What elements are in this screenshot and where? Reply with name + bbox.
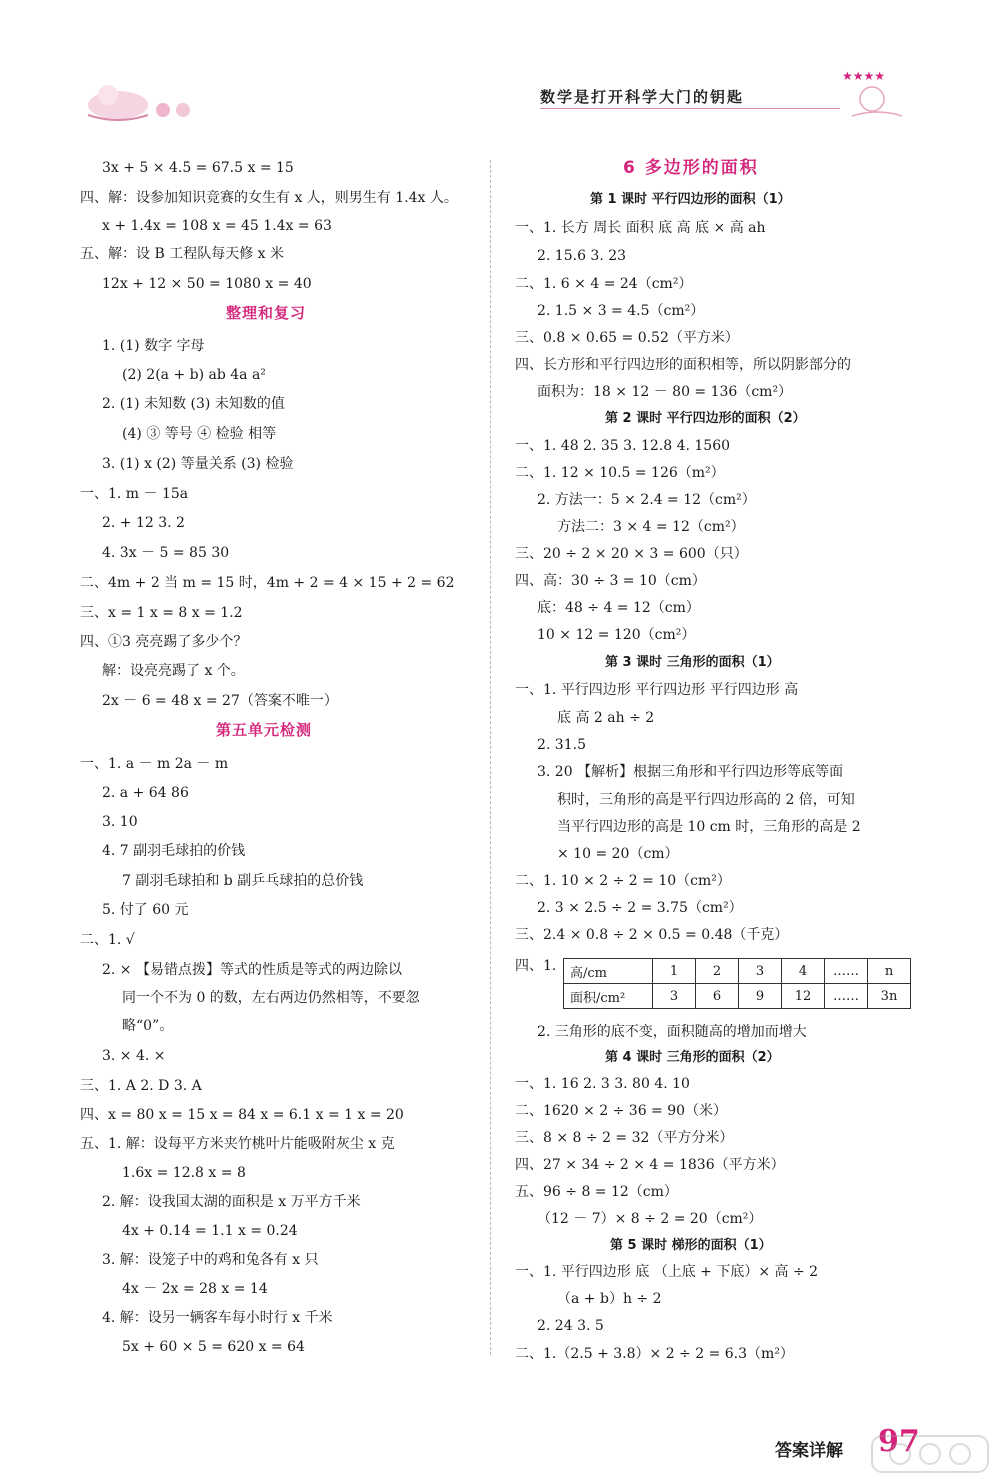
- text-line: 一、1. m － 15a: [80, 486, 189, 502]
- text-line: 2. 方法一：5 × 2.4 = 12（cm²）: [537, 492, 756, 508]
- text-line: 四、27 × 34 ÷ 2 × 4 = 1836（平方米）: [515, 1157, 785, 1173]
- chapter-title: 6 多边形的面积: [623, 158, 759, 178]
- text-line: 1. (1) 数字 字母: [102, 338, 205, 354]
- section-heading: 整理和复习: [226, 304, 307, 322]
- text-line: 一、1. a － m 2a － m: [80, 756, 229, 772]
- table-row: [564, 959, 911, 984]
- text-line: 三、8 × 8 ÷ 2 = 32（平方分米）: [515, 1130, 734, 1146]
- text-line: 4x + 0.14 = 1.1 x = 0.24: [122, 1223, 298, 1239]
- table-cell: n: [868, 959, 911, 984]
- text-line: 10 × 12 = 120（cm²）: [537, 627, 696, 643]
- text-line: 2. × 【易错点拨】等式的性质是等式的两边除以: [102, 962, 402, 978]
- table-cell: 面积/cm²: [564, 984, 653, 1009]
- table-cell: 3: [739, 959, 782, 984]
- text-line: 二、1. 12 × 10.5 = 126（m²）: [515, 465, 725, 481]
- text-line: 二、1. √: [80, 932, 135, 948]
- text-line: 略“0”。: [122, 1018, 174, 1034]
- footer-label: 答案详解: [775, 1441, 843, 1461]
- cartoon-decoration-icon: [78, 70, 228, 130]
- section-heading: 第五单元检测: [216, 721, 313, 739]
- watermark-icon: [870, 1430, 990, 1478]
- text-line: 方法二：3 × 4 = 12（cm²）: [557, 519, 745, 535]
- lesson-heading: 第 1 课时 平行四边形的面积（1）: [590, 192, 791, 207]
- lesson-heading: 第 3 课时 三角形的面积（1）: [605, 655, 780, 670]
- table-cell: 2: [696, 959, 739, 984]
- text-line: 三、x = 1 x = 8 x = 1.2: [80, 605, 243, 621]
- text-line: 四、解：设参加知识竞赛的女生有 x 人，则男生有 1.4x 人。: [80, 190, 458, 206]
- text-line: 三、2.4 × 0.8 ÷ 2 × 0.5 = 0.48（千克）: [515, 927, 789, 943]
- text-line: 2. 解：设我国太湖的面积是 x 万平方千米: [102, 1194, 361, 1210]
- text-line: 2. 3 × 2.5 ÷ 2 = 3.75（cm²）: [537, 900, 743, 916]
- table-cell: 3n: [868, 984, 911, 1009]
- lesson-heading: 第 2 课时 平行四边形的面积（2）: [605, 411, 806, 426]
- text-line: 五、1. 解：设每平方米夹竹桃叶片能吸附灰尘 x 克: [80, 1136, 395, 1152]
- svg-text:★★★★: ★★★★: [842, 69, 886, 83]
- text-line: 1.6x = 12.8 x = 8: [122, 1165, 246, 1181]
- text-line: 当平行四边形的高是 10 cm 时，三角形的高是 2: [557, 819, 861, 835]
- text-line: 4x － 2x = 28 x = 14: [122, 1281, 268, 1297]
- column-divider: [490, 160, 491, 1355]
- text-line: 三、0.8 × 0.65 = 0.52（平方米）: [515, 330, 739, 346]
- text-line: 4. 解：设另一辆客车每小时行 x 千米: [102, 1310, 333, 1326]
- text-line: 3. × 4. ×: [102, 1048, 166, 1064]
- text-line: 三、1. A 2. D 3. A: [80, 1078, 202, 1094]
- text-line: 7 副羽毛球拍和 b 副乒乓球拍的总价钱: [122, 873, 364, 889]
- text-line: 3. (1) x (2) 等量关系 (3) 检验: [102, 456, 294, 472]
- text-line: 解：设亮亮踢了 x 个。: [102, 663, 245, 679]
- text-line: 一、1. 48 2. 35 3. 12.8 4. 1560: [515, 438, 731, 454]
- table-row: [564, 984, 911, 1009]
- text-line: 一、1. 平行四边形 平行四边形 平行四边形 高: [515, 682, 799, 698]
- text-line: 2. 1.5 × 3 = 4.5（cm²）: [537, 303, 705, 319]
- text-line: 二、1.（2.5 + 3.8）× 2 ÷ 2 = 6.3（m²）: [515, 1346, 794, 1362]
- text-line: 3. 解：设笼子中的鸡和兔各有 x 只: [102, 1252, 319, 1268]
- text-line: 二、1. 10 × 2 ÷ 2 = 10（cm²）: [515, 873, 731, 889]
- table-cell: 12: [782, 984, 825, 1009]
- text-line: × 10 = 20（cm）: [557, 846, 679, 862]
- header-rule: [540, 108, 840, 109]
- page-number: 97: [878, 1424, 920, 1459]
- table-cell: ……: [825, 959, 868, 984]
- text-line: 底：48 ÷ 4 = 12（cm）: [537, 600, 700, 616]
- height-area-table: [563, 958, 911, 1009]
- text-line: 四、长方形和平行四边形的面积相等，所以阴影部分的: [515, 357, 851, 373]
- text-line: x + 1.4x = 108 x = 45 1.4x = 63: [102, 218, 332, 234]
- text-line: 2. 31.5: [537, 737, 586, 753]
- table-cell: 1: [653, 959, 696, 984]
- table-cell: 6: [696, 984, 739, 1009]
- text-line: （12 － 7）× 8 ÷ 2 = 20（cm²）: [537, 1211, 763, 1227]
- text-line: 4. 3x － 5 = 85 30: [102, 545, 230, 561]
- text-line: 5. 付了 60 元: [102, 902, 189, 918]
- table-cell: 4: [782, 959, 825, 984]
- text-line: 2. 24 3. 5: [537, 1318, 604, 1334]
- text-line: 一、1. 平行四边形 底 （上底 + 下底）× 高 ÷ 2: [515, 1264, 819, 1280]
- text-line: 12x + 12 × 50 = 1080 x = 40: [102, 276, 312, 292]
- text-line: 二、1620 × 2 ÷ 36 = 90（米）: [515, 1103, 728, 1119]
- text-line: 底 高 2 ah ÷ 2: [557, 710, 655, 726]
- table-cell: 3: [653, 984, 696, 1009]
- text-line: 2. 15.6 3. 23: [537, 248, 627, 264]
- text-line: 三、20 ÷ 2 × 20 × 3 = 600（只）: [515, 546, 748, 562]
- text-line: 3x + 5 × 4.5 = 67.5 x = 15: [102, 160, 294, 176]
- stars-decoration-icon: [832, 64, 922, 124]
- text-line: 5x + 60 × 5 = 620 x = 64: [122, 1339, 305, 1355]
- text-line: 一、1. 长方 周长 面积 底 高 底 × 高 ah: [515, 220, 766, 236]
- text-line: （a + b）h ÷ 2: [557, 1291, 662, 1307]
- text-line: 同一个不为 0 的数，左右两边仍然相等，不要忽: [122, 990, 420, 1006]
- text-line: 2x － 6 = 48 x = 27（答案不唯一）: [102, 693, 338, 709]
- text-line: 四、1.: [515, 958, 557, 974]
- text-line: 2. + 12 3. 2: [102, 515, 185, 531]
- text-line: 2. (1) 未知数 (3) 未知数的值: [102, 396, 285, 412]
- text-line: (2) 2(a + b) ab 4a a²: [122, 367, 266, 383]
- text-line: 2. 三角形的底不变，面积随高的增加而增大: [537, 1024, 807, 1040]
- text-line: 3. 10: [102, 814, 138, 830]
- text-line: 五、96 ÷ 8 = 12（cm）: [515, 1184, 678, 1200]
- text-line: 四、x = 80 x = 15 x = 84 x = 6.1 x = 1 x = 20: [80, 1107, 404, 1123]
- text-line: 2. a + 64 86: [102, 785, 189, 801]
- text-line: 3. 20 【解析】根据三角形和平行四边形等底等面: [537, 764, 844, 780]
- text-line: 积时，三角形的高是平行四边形高的 2 倍，可知: [557, 792, 855, 808]
- text-line: 面积为：18 × 12 － 80 = 136（cm²）: [537, 384, 793, 400]
- text-line: 五、解：设 B 工程队每天修 x 米: [80, 246, 284, 262]
- table-cell: 高/cm: [564, 959, 653, 984]
- page-header: [0, 0, 1000, 140]
- header-slogan: 数学是打开科学大门的钥匙: [540, 88, 745, 106]
- text-line: 四、高：30 ÷ 3 = 10（cm）: [515, 573, 706, 589]
- text-line: 4. 7 副羽毛球拍的价钱: [102, 843, 246, 859]
- table-cell: 9: [739, 984, 782, 1009]
- table-cell: ……: [825, 984, 868, 1009]
- text-line: (4) ③ 等号 ④ 检验 相等: [122, 426, 277, 442]
- text-line: 二、4m + 2 当 m = 15 时，4m + 2 = 4 × 15 + 2 = 62: [80, 575, 455, 591]
- text-line: 一、1. 16 2. 3 3. 80 4. 10: [515, 1076, 690, 1092]
- lesson-heading: 第 5 课时 梯形的面积（1）: [610, 1238, 772, 1253]
- lesson-heading: 第 4 课时 三角形的面积（2）: [605, 1050, 780, 1065]
- text-line: 四、①3 亮亮踢了多少个？: [80, 634, 248, 650]
- text-line: 二、1. 6 × 4 = 24（cm²）: [515, 276, 693, 292]
